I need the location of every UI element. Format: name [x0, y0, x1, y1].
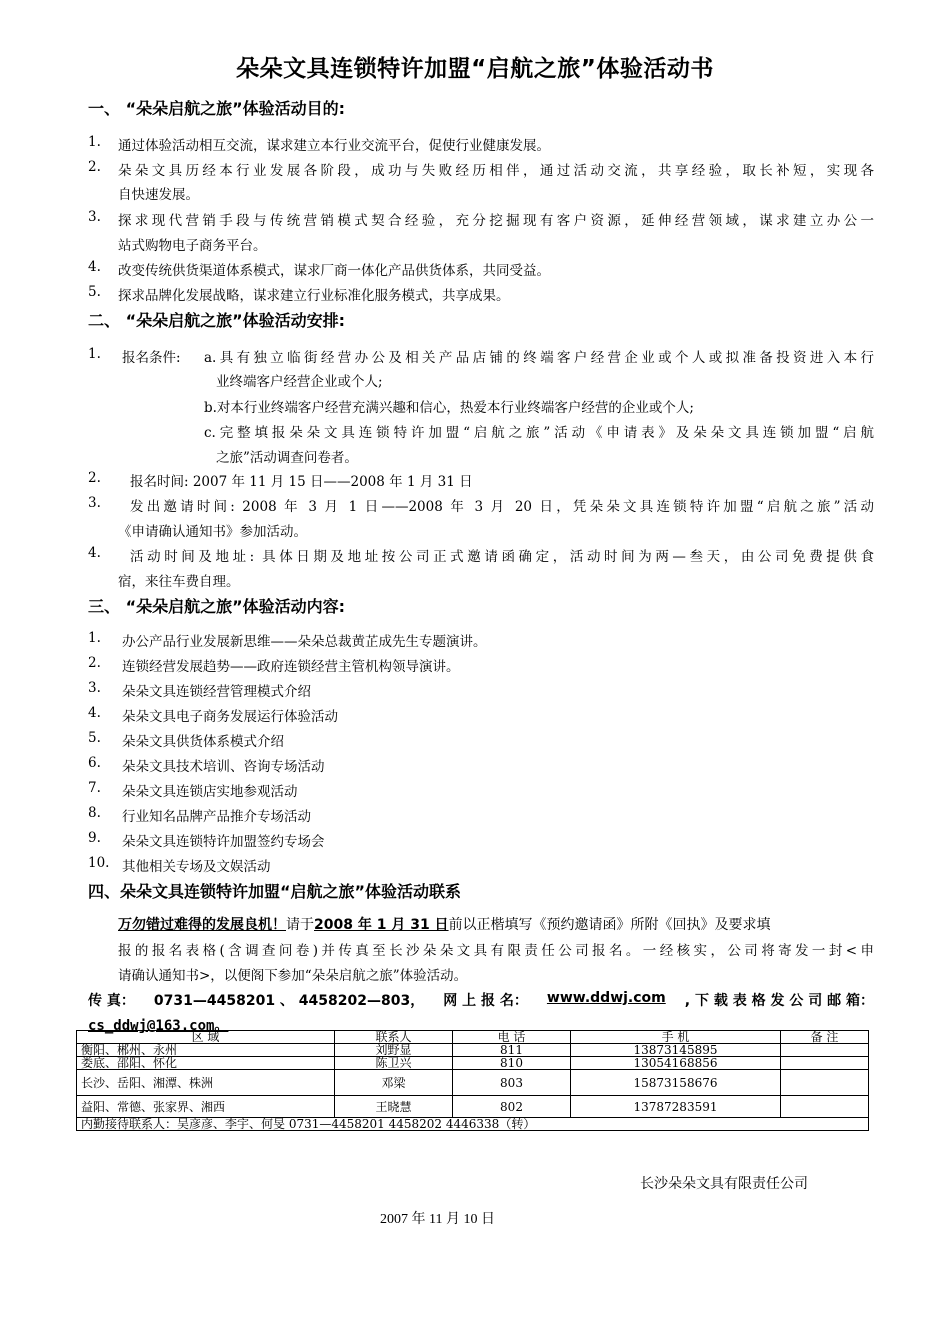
website-link[interactable]: www.ddwj.com: [546, 990, 666, 1006]
section-4-heading: 四、朵朵文具连锁特许加盟“启航之旅”体验活动联系: [88, 882, 462, 901]
s4-highlight-text: 万勿错过难得的发展良机！: [118, 917, 286, 933]
table-cell: 益阳、常德、张家界、湘西: [77, 1096, 335, 1118]
s3-item-num: 10.: [88, 855, 110, 871]
table-cell: 802: [453, 1096, 571, 1118]
s3-item-text: 其他相关专场及文娱活动: [122, 859, 271, 875]
s2-event-time-cont: 宿，来往车费自理。: [118, 574, 240, 590]
s1-item-num: 3.: [88, 209, 101, 225]
s3-item-num: 2.: [88, 655, 101, 671]
fax-numbers: 0731—4458201 、 4458202—803，: [153, 993, 425, 1009]
s1-item-text: 探求现代营销手段与传统营销模式契合经验，充分挖掘现有客户资源，延伸经营领域，谋求建立办公一: [118, 213, 874, 229]
s3-item-num: 3.: [88, 680, 101, 696]
s2-condition-a: a.具有独立临街经营办公及相关产品店铺的终端客户经营企业或个人或拟准备投资进入本行: [204, 350, 874, 366]
table-cell: 长沙、岳阳、湘潭、株洲: [77, 1070, 335, 1096]
table-cell: 娄底、邵阳、怀化: [77, 1057, 335, 1070]
table-row: [77, 1057, 869, 1070]
s3-item-num: 9.: [88, 830, 101, 846]
table-cell: 15873158676: [571, 1070, 781, 1096]
s1-item-text: 通过体验活动相互交流，谋求建立本行业交流平台，促使行业健康发展。: [118, 138, 550, 154]
document-title: 朵朵文具连锁特许加盟“启航之旅”体验活动书: [236, 56, 714, 82]
contact-line: [88, 990, 874, 1010]
table-header: 联系人: [335, 1031, 453, 1044]
table-header: 区 域: [77, 1031, 335, 1044]
s3-item-text: 朵朵文具连锁店实地参观活动: [122, 784, 298, 800]
table-cell: 803: [453, 1070, 571, 1096]
s4-paragraph-line-2: 报的报名表格(含调查问卷)并传真至长沙朵朵文具有限责任公司报名。一经核实，公司将寄发一封<申: [118, 943, 874, 959]
s4-paragraph-line-1: [118, 914, 771, 934]
s2-signup-time: 报名时间: 2007 年 11 月 15 日——2008 年 1 月 31 日: [130, 474, 473, 490]
s3-item-num: 8.: [88, 805, 101, 821]
table-footer-row: [77, 1118, 869, 1131]
s1-item-text-cont: 站式购物电子商务平台。: [118, 238, 267, 254]
table-header: 手 机: [571, 1031, 781, 1044]
table-cell: 邓梁: [335, 1070, 453, 1096]
company-signature: 长沙朵朵文具有限责任公司: [640, 1176, 808, 1192]
table-cell: 衡阳、郴州、永州: [77, 1044, 335, 1057]
s1-item-text: 朵朵文具历经本行业发展各阶段，成功与失败经历相伴，通过活动交流，共享经验，取长补短，实现各: [118, 163, 874, 179]
s1-item-text: 改变传统供货渠道体系模式，谋求厂商一体化产品供货体系，共同受益。: [118, 263, 550, 279]
s1-item-num: 2.: [88, 159, 101, 175]
fax-label: 传 真：: [88, 993, 135, 1009]
s2-event-time: 活动时间及地址: 具体日期及地址按公司正式邀请函确定，活动时间为两—叁天，由公司免费提供食: [130, 549, 874, 565]
s3-item-text: 朵朵文具供货体系模式介绍: [122, 734, 284, 750]
s3-item-text: 连锁经营发展趋势——政府连锁经营主管机构领导演讲。: [122, 659, 460, 675]
online-signup-label: 网 上 报 名：: [443, 993, 528, 1009]
s3-item-num: 7.: [88, 780, 101, 796]
s2-condition-c-cont: 之旅”活动调查问卷者。: [216, 450, 358, 466]
table-header-row: [77, 1031, 869, 1044]
table-cell: 王晓慧: [335, 1096, 453, 1118]
table-cell: [781, 1044, 869, 1057]
s3-item-text: 朵朵文具技术培训、咨询专场活动: [122, 759, 325, 775]
table-cell: [781, 1070, 869, 1096]
section-3-heading: 三、 “朵朵启航之旅”体验活动内容:: [88, 597, 346, 616]
table-cell: 811: [453, 1044, 571, 1057]
s2-item-num: 1.: [88, 346, 101, 362]
document-date: 2007 年 11 月 10 日: [380, 1212, 495, 1227]
table-row: [77, 1096, 869, 1118]
s3-item-num: 6.: [88, 755, 101, 771]
s3-item-text: 朵朵文具连锁特许加盟签约专场会: [122, 834, 325, 850]
table-row: [77, 1070, 869, 1096]
table-cell: 13054168856: [571, 1057, 781, 1070]
email-link[interactable]: cs_ddwj@163.com。: [88, 1018, 229, 1034]
s4-deadline-date: 2008 年 1 月 31 日: [314, 917, 449, 933]
s3-item-num: 5.: [88, 730, 101, 746]
s1-item-num: 5.: [88, 284, 101, 300]
s3-item-text: 朵朵文具电子商务发展运行体验活动: [122, 709, 338, 725]
section-2-heading: 二、 “朵朵启航之旅”体验活动安排:: [88, 311, 346, 330]
s3-item-text: 行业知名品牌产品推介专场活动: [122, 809, 311, 825]
table-header: 电 话: [453, 1031, 571, 1044]
s3-item-text: 办公产品行业发展新思维——朵朵总裁黄芷成先生专题演讲。: [122, 634, 487, 650]
contact-table: [76, 1030, 869, 1131]
table-cell: 陈卫兴: [335, 1057, 453, 1070]
table-cell: 13787283591: [571, 1096, 781, 1118]
section-1-heading: 一、 “朵朵启航之旅”体验活动目的:: [88, 99, 346, 118]
s4-text: 前以正楷填写《预约邀请函》所附《回执》及要求填: [448, 917, 771, 933]
s2-invite-time: 发出邀请时间: 2008 年 3 月 1 日——2008 年 3 月 20 日，凭朵朵文具连锁特许加盟“启航之旅”活动: [130, 499, 874, 515]
table-cell: 刘野显: [335, 1044, 453, 1057]
s3-item-text: 朵朵文具连锁经营管理模式介绍: [122, 684, 311, 700]
table-footer-cell: 内勤接待联系人：吴彦彦、李宇、何旻 0731—4458201 4458202 4446338（转）: [77, 1118, 869, 1131]
s2-condition-c: c.完整填报朵朵文具连锁特许加盟“启航之旅”活动《申请表》及朵朵文具连锁加盟“启航: [204, 425, 874, 441]
s4-text: 请于: [286, 917, 314, 933]
s2-condition-b: b.对本行业终端客户经营充满兴趣和信心，热爱本行业终端客户经营的企业或个人;: [204, 400, 694, 416]
s3-item-num: 1.: [88, 630, 101, 646]
s1-item-num: 1.: [88, 134, 101, 150]
s1-item-num: 4.: [88, 259, 101, 275]
s2-item-num: 3.: [88, 495, 101, 511]
s1-item-text-cont: 自快速发展。: [118, 187, 199, 203]
table-row: [77, 1044, 869, 1057]
s1-item-text: 探求品牌化发展战略，谋求建立行业标准化服务模式，共享成果。: [118, 288, 510, 304]
table-cell: [781, 1096, 869, 1118]
s3-item-num: 4.: [88, 705, 101, 721]
s2-item-num: 4.: [88, 545, 101, 561]
s2-item-num: 2.: [88, 470, 101, 486]
table-cell: [781, 1057, 869, 1070]
table-header: 备 注: [781, 1031, 869, 1044]
table-cell: 810: [453, 1057, 571, 1070]
s2-condition-a-cont: 业终端客户经营企业或个人;: [216, 374, 383, 390]
s2-invite-time-cont: 《申请确认通知书》参加活动。: [118, 524, 307, 540]
s2-signup-label: 报名条件:: [122, 350, 181, 366]
table-cell: 13873145895: [571, 1044, 781, 1057]
s4-paragraph-line-3: 请确认通知书>，以便阁下参加“朵朵启航之旅”体验活动。: [118, 968, 468, 984]
download-label: , 下 载 表 格 发 公 司 邮 箱：: [684, 993, 874, 1009]
